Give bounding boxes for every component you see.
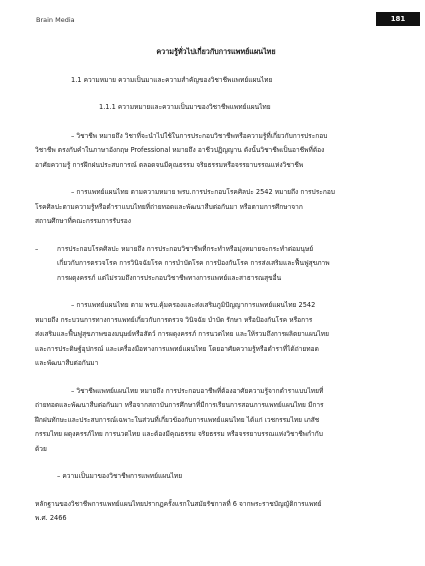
text-line: โรคศิลปะตามความรู้หรือตำราแบบไทยที่ถ่ายทอดและพัฒนาสืบต่อกันมา หรือตามการศึกษาจาก: [35, 202, 303, 211]
text-line: ฝึกฝนทักษะและประสบการณ์เฉพาะในส่วนที่เกี่ยวข้องกับการแพทย์แผนไทย ได้แก่ เวชกรรมไทย เภสัช: [35, 415, 320, 424]
paragraph-profession: [35, 129, 397, 173]
paragraph-thai-medicine-profession: [35, 384, 397, 457]
paragraph-thai-medicine-act: [35, 298, 397, 371]
text-line: – วิชาชีพแพทย์แผนไทย หมายถึง การประกอบอาชีพที่ต้องอาศัยความรู้จากตำราแบบไทยที่: [71, 386, 324, 395]
subsection-heading: 1.1.1 ความหมายและความเป็นมาของวิชาชีพแพทย์แผนไทย: [99, 103, 271, 111]
text-line: หลักฐานของวิชาชีพการแพทย์แผนไทยปรากฏครั้งแรกในสมัยรัชกาลที่ 6 จากพระราชบัญญัติการแพทย์: [35, 499, 322, 508]
text-line: และการประดิษฐ์อุปกรณ์ และเครื่องมือทางการแพทย์แผนไทย โดยอาศัยความรู้หรือตำราที่ได้ถ่ายทอด: [35, 344, 319, 353]
text-line: วิชาชีพ ตรงกับคำในภาษาอังกฤษ Professional หมายถึง อาชีวปฏิญญาน ดังนั้นวิชาชีพเป็นอาชีพที่ต้อง: [35, 146, 325, 154]
dash-marker: –: [35, 244, 39, 253]
page-title: ความรู้ทั่วไปเกี่ยวกับการแพทย์แผนไทย: [156, 47, 276, 56]
text-line: พ.ศ. 2466: [35, 514, 67, 522]
text-line: ส่งเสริมและฟื้นฟูสุขภาพของมนุษย์หรือสัตว์ การผดุงครรภ์ การนวดไทย และให้รวมถึงการผลิตยาแผนไทย: [35, 330, 329, 338]
document-body: [35, 40, 397, 539]
text-line: กรรมไทย ผดุงครรภ์ไทย การนวดไทย และต้องมีคุณธรรม จริยธรรม หรือจรรยาบรรณแห่งวิชาชีพกำกับ: [35, 430, 323, 438]
text-line: การประกอบโรคศิลปะ หมายถึง การประกอบวิชาชีพที่กระทำหรือมุ่งหมายจะกระทำต่อมนุษย์: [57, 244, 314, 253]
list-item: [35, 242, 397, 286]
brand-name: Brain Media: [36, 16, 75, 24]
text-line: การผดุงครรภ์ แต่ไม่รวมถึงการประกอบวิชาชีพทางการแพทย์และสาธารณสุขอื่น: [57, 273, 282, 282]
history-bullet: – ความเป็นมาของวิชาชีพการแพทย์แผนไทย: [57, 472, 183, 480]
section-heading: 1.1 ความหมาย ความเป็นมาและความสำคัญของวิชาชีพแพทย์แผนไทย: [71, 75, 273, 84]
text-line: – วิชาชีพ หมายถึง วิชาที่จะนำไปใช้ในการประกอบวิชาชีพหรือความรู้ที่เกี่ยวกับการประกอบ: [71, 131, 328, 140]
paragraph-history: [35, 497, 397, 526]
text-line: อาศัยความรู้ การฝึกฝนประสบการณ์ ตลอดจนมีคุณธรรม จริยธรรมหรือจรรยาบรรณแห่งวิชาชีพ: [35, 160, 304, 169]
text-line: – การแพทย์แผนไทย ตามความหมาย พรบ.การประกอบโรคศิลปะ 2542 หมายถึง การประกอบ: [71, 188, 335, 196]
paragraph-thai-medicine: [35, 185, 397, 229]
text-line: ด้วย: [35, 444, 47, 453]
page-number-badge: 181: [376, 12, 420, 26]
text-line: หมายถึง กระบวนการทางการแพทย์เกี่ยวกับการตรวจ วินิจฉัย บำบัด รักษา หรือป้องกันโรค หรือการ: [35, 315, 313, 324]
text-line: สถานศึกษาที่คณะกรรมการรับรอง: [35, 217, 131, 225]
text-line: – การแพทย์แผนไทย ตาม พรบ.คุ้มครองและส่งเสริมภูมิปัญญาการแพทย์แผนไทย 2542: [71, 301, 316, 309]
text-line: และพัฒนาสืบต่อกันมา: [35, 359, 99, 367]
text-line: เกี่ยวกับการตรวจโรค การวินิจฉัยโรค การบำบัดโรค การป้องกันโรค การส่งเสริมและฟื้นฟูสุขภาพ: [57, 259, 330, 267]
page-header: [0, 0, 425, 34]
text-line: ถ่ายทอดและพัฒนาสืบต่อกันมา หรือจากสถาบันการศึกษาที่มีการเรียนการสอนการแพทย์แผนไทย มีการ: [35, 401, 324, 409]
